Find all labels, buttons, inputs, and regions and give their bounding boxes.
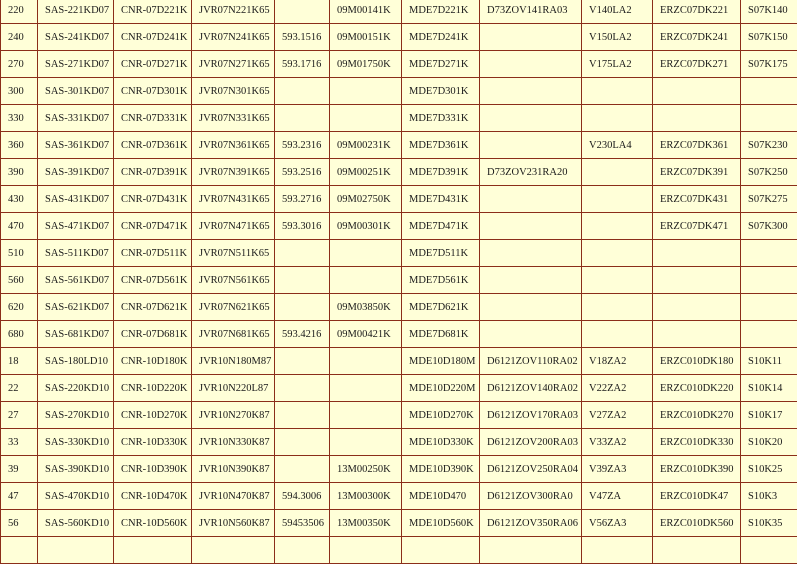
cell-v-part: V27ZA2 (582, 402, 653, 429)
cell-sas-part: SAS-390KD10 (38, 456, 114, 483)
cell-voltage: 360 (1, 132, 38, 159)
cell-mde-part: MDE7D221K (402, 0, 480, 24)
cell-sas-part: SAS-431KD07 (38, 186, 114, 213)
cell-erzc-part: ERZC07DK221 (653, 0, 741, 24)
table-row (1, 51, 797, 78)
cell-part-m: 13M00300K (330, 483, 402, 510)
table-row (1, 483, 797, 510)
cell-part-593: 593.2516 (275, 159, 330, 186)
cell-sas-part: SAS-681KD07 (38, 321, 114, 348)
cell-erzc-part (653, 321, 741, 348)
cell-voltage (1, 537, 38, 564)
cell-v-part: V22ZA2 (582, 375, 653, 402)
cell-voltage: 330 (1, 105, 38, 132)
cell-erzc-part (653, 267, 741, 294)
cell-voltage: 620 (1, 294, 38, 321)
cell-cnr-part: CNR-07D391K (114, 159, 192, 186)
cell-s-part (741, 294, 797, 321)
cell-zov-part: D73ZOV231RA20 (480, 159, 582, 186)
cell-v-part: V230LA4 (582, 132, 653, 159)
cell-cnr-part: CNR-07D331K (114, 105, 192, 132)
cell-zov-part (480, 213, 582, 240)
cell-zov-part: D6121ZOV200RA03 (480, 429, 582, 456)
cell-s-part: S10K3 (741, 483, 797, 510)
table-row (1, 510, 797, 537)
cell-part-593 (275, 240, 330, 267)
cell-voltage: 33 (1, 429, 38, 456)
cell-sas-part: SAS-221KD07 (38, 0, 114, 24)
cell-s-part (741, 240, 797, 267)
cell-erzc-part: ERZC010DK180 (653, 348, 741, 375)
cell-jvr-part: JVR07N221K65 (192, 0, 275, 24)
cell-mde-part (402, 537, 480, 564)
cell-part-593 (275, 402, 330, 429)
cell-voltage: 560 (1, 267, 38, 294)
cell-v-part: V33ZA2 (582, 429, 653, 456)
cell-s-part (741, 537, 797, 564)
cell-erzc-part: ERZC07DK431 (653, 186, 741, 213)
cell-erzc-part: ERZC07DK271 (653, 51, 741, 78)
cell-part-m: 13M00250K (330, 456, 402, 483)
cell-erzc-part: ERZC07DK471 (653, 213, 741, 240)
cell-part-m: 09M00141K (330, 0, 402, 24)
cell-voltage: 240 (1, 24, 38, 51)
cell-mde-part: MDE7D331K (402, 105, 480, 132)
cell-zov-part: D6121ZOV250RA04 (480, 456, 582, 483)
cell-part-593 (275, 105, 330, 132)
cell-cnr-part: CNR-10D560K (114, 510, 192, 537)
table-row (1, 0, 797, 24)
cell-jvr-part: JVR07N241K65 (192, 24, 275, 51)
cell-part-m: 09M02750K (330, 186, 402, 213)
cell-s-part: S07K300 (741, 213, 797, 240)
cell-sas-part: SAS-270KD10 (38, 402, 114, 429)
cell-cnr-part: CNR-10D220K (114, 375, 192, 402)
cell-cnr-part: CNR-07D361K (114, 132, 192, 159)
cell-part-593 (275, 348, 330, 375)
cell-erzc-part: ERZC010DK560 (653, 510, 741, 537)
table-row (1, 213, 797, 240)
cell-s-part: S07K150 (741, 24, 797, 51)
cell-s-part: S10K11 (741, 348, 797, 375)
cell-v-part (582, 321, 653, 348)
cell-jvr-part: JVR10N270K87 (192, 402, 275, 429)
cell-v-part: V39ZA3 (582, 456, 653, 483)
table-row (1, 24, 797, 51)
cell-sas-part: SAS-560KD10 (38, 510, 114, 537)
cell-s-part: S10K35 (741, 510, 797, 537)
cell-part-m (330, 78, 402, 105)
cell-voltage: 430 (1, 186, 38, 213)
cell-part-593: 593.2716 (275, 186, 330, 213)
cell-mde-part: MDE7D271K (402, 51, 480, 78)
cell-erzc-part (653, 537, 741, 564)
cell-sas-part: SAS-271KD07 (38, 51, 114, 78)
cell-jvr-part: JVR07N391K65 (192, 159, 275, 186)
cell-v-part: V47ZA (582, 483, 653, 510)
cell-mde-part: MDE7D561K (402, 267, 480, 294)
cell-cnr-part: CNR-10D330K (114, 429, 192, 456)
cell-erzc-part: ERZC07DK391 (653, 159, 741, 186)
cell-zov-part (480, 105, 582, 132)
cell-v-part: V175LA2 (582, 51, 653, 78)
cell-v-part (582, 105, 653, 132)
cell-part-593 (275, 267, 330, 294)
cell-zov-part (480, 51, 582, 78)
cell-sas-part: SAS-220KD10 (38, 375, 114, 402)
table-row (1, 537, 797, 564)
cell-s-part: S07K250 (741, 159, 797, 186)
cell-mde-part: MDE10D330K (402, 429, 480, 456)
cell-mde-part: MDE10D270K (402, 402, 480, 429)
cell-cnr-part: CNR-07D301K (114, 78, 192, 105)
cell-jvr-part: JVR10N390K87 (192, 456, 275, 483)
cell-erzc-part (653, 294, 741, 321)
cell-s-part: S10K20 (741, 429, 797, 456)
table-row (1, 348, 797, 375)
cell-mde-part: MDE10D220M (402, 375, 480, 402)
cell-s-part: S10K25 (741, 456, 797, 483)
table-row (1, 375, 797, 402)
cell-s-part: S07K140 (741, 0, 797, 24)
cell-zov-part: D6121ZOV350RA06 (480, 510, 582, 537)
cell-jvr-part: JVR07N681K65 (192, 321, 275, 348)
cell-cnr-part: CNR-07D241K (114, 24, 192, 51)
cell-v-part (582, 240, 653, 267)
cell-part-m: 13M00350K (330, 510, 402, 537)
cell-sas-part: SAS-241KD07 (38, 24, 114, 51)
cell-mde-part: MDE7D431K (402, 186, 480, 213)
cell-part-593: 593.1716 (275, 51, 330, 78)
cell-cnr-part: CNR-10D390K (114, 456, 192, 483)
cell-zov-part (480, 132, 582, 159)
cell-s-part (741, 105, 797, 132)
cell-part-593 (275, 429, 330, 456)
cell-voltage: 470 (1, 213, 38, 240)
cell-part-m (330, 240, 402, 267)
cell-part-593: 593.2316 (275, 132, 330, 159)
cell-mde-part: MDE7D241K (402, 24, 480, 51)
table-row (1, 105, 797, 132)
cell-part-m (330, 375, 402, 402)
cell-zov-part: D6121ZOV140RA02 (480, 375, 582, 402)
cell-sas-part: SAS-361KD07 (38, 132, 114, 159)
cell-erzc-part: ERZC010DK47 (653, 483, 741, 510)
cell-jvr-part: JVR07N471K65 (192, 213, 275, 240)
cell-voltage: 510 (1, 240, 38, 267)
cell-voltage: 220 (1, 0, 38, 24)
cell-part-m (330, 537, 402, 564)
cell-v-part (582, 267, 653, 294)
cell-erzc-part (653, 105, 741, 132)
cell-jvr-part: JVR07N271K65 (192, 51, 275, 78)
cell-voltage: 27 (1, 402, 38, 429)
cell-sas-part: SAS-471KD07 (38, 213, 114, 240)
cell-mde-part: MDE7D361K (402, 132, 480, 159)
cell-part-593 (275, 294, 330, 321)
cell-v-part (582, 537, 653, 564)
table-row (1, 78, 797, 105)
cell-s-part (741, 78, 797, 105)
cell-part-m: 09M00251K (330, 159, 402, 186)
cell-cnr-part: CNR-07D561K (114, 267, 192, 294)
cell-part-593: 593.4216 (275, 321, 330, 348)
table-body (1, 0, 797, 564)
cell-zov-part: D6121ZOV170RA03 (480, 402, 582, 429)
cell-mde-part: MDE7D391K (402, 159, 480, 186)
cell-erzc-part: ERZC010DK390 (653, 456, 741, 483)
cell-jvr-part: JVR07N621K65 (192, 294, 275, 321)
cell-erzc-part: ERZC07DK361 (653, 132, 741, 159)
cell-part-m: 09M01750K (330, 51, 402, 78)
cell-jvr-part (192, 537, 275, 564)
table-row (1, 402, 797, 429)
cell-part-m: 09M03850K (330, 294, 402, 321)
cell-voltage: 300 (1, 78, 38, 105)
cell-voltage: 22 (1, 375, 38, 402)
cell-cnr-part: CNR-10D270K (114, 402, 192, 429)
table-row (1, 240, 797, 267)
cell-v-part (582, 159, 653, 186)
cell-mde-part: MDE10D180M (402, 348, 480, 375)
cell-part-m: 09M00151K (330, 24, 402, 51)
cell-cnr-part: CNR-10D470K (114, 483, 192, 510)
cell-sas-part: SAS-511KD07 (38, 240, 114, 267)
cell-zov-part: D6121ZOV110RA02 (480, 348, 582, 375)
cell-sas-part: SAS-621KD07 (38, 294, 114, 321)
cell-zov-part (480, 186, 582, 213)
cell-sas-part: SAS-301KD07 (38, 78, 114, 105)
cell-voltage: 390 (1, 159, 38, 186)
table-row (1, 294, 797, 321)
cell-part-m: 09M00421K (330, 321, 402, 348)
cell-cnr-part: CNR-07D471K (114, 213, 192, 240)
cell-erzc-part (653, 240, 741, 267)
cell-jvr-part: JVR07N301K65 (192, 78, 275, 105)
cell-zov-part (480, 24, 582, 51)
cell-cnr-part: CNR-10D180K (114, 348, 192, 375)
cell-voltage: 18 (1, 348, 38, 375)
cell-sas-part (38, 537, 114, 564)
cell-jvr-part: JVR10N470K87 (192, 483, 275, 510)
cell-zov-part (480, 537, 582, 564)
cell-part-m (330, 348, 402, 375)
cell-erzc-part: ERZC010DK270 (653, 402, 741, 429)
cell-sas-part: SAS-331KD07 (38, 105, 114, 132)
cell-mde-part: MDE10D560K (402, 510, 480, 537)
cell-cnr-part: CNR-07D621K (114, 294, 192, 321)
cell-erzc-part (653, 78, 741, 105)
cell-s-part (741, 267, 797, 294)
cell-part-593: 593.3016 (275, 213, 330, 240)
cell-zov-part (480, 321, 582, 348)
cell-mde-part: MDE7D301K (402, 78, 480, 105)
cell-part-593 (275, 456, 330, 483)
cell-jvr-part: JVR10N330K87 (192, 429, 275, 456)
cell-sas-part: SAS-561KD07 (38, 267, 114, 294)
cell-s-part: S07K175 (741, 51, 797, 78)
cell-zov-part: D73ZOV141RA03 (480, 0, 582, 24)
cell-cnr-part: CNR-07D431K (114, 186, 192, 213)
cell-jvr-part: JVR10N560K87 (192, 510, 275, 537)
cell-mde-part: MDE10D390K (402, 456, 480, 483)
cell-v-part: V140LA2 (582, 0, 653, 24)
cell-cnr-part: CNR-07D681K (114, 321, 192, 348)
cell-jvr-part: JVR07N431K65 (192, 186, 275, 213)
table-row (1, 456, 797, 483)
cell-voltage: 56 (1, 510, 38, 537)
cell-jvr-part: JVR07N511K65 (192, 240, 275, 267)
cell-v-part (582, 213, 653, 240)
cell-part-m (330, 267, 402, 294)
table-row (1, 132, 797, 159)
cell-cnr-part: CNR-07D271K (114, 51, 192, 78)
cell-cnr-part: CNR-07D221K (114, 0, 192, 24)
cell-part-593: 594.3006 (275, 483, 330, 510)
cell-erzc-part: ERZC010DK330 (653, 429, 741, 456)
cell-jvr-part: JVR10N180M87 (192, 348, 275, 375)
cell-mde-part: MDE7D681K (402, 321, 480, 348)
cell-zov-part (480, 267, 582, 294)
cell-part-593 (275, 78, 330, 105)
cell-v-part (582, 78, 653, 105)
cell-v-part: V18ZA2 (582, 348, 653, 375)
cell-part-m: 09M00231K (330, 132, 402, 159)
cell-part-m: 09M00301K (330, 213, 402, 240)
cell-mde-part: MDE10D470 (402, 483, 480, 510)
cell-part-593: 593.1516 (275, 24, 330, 51)
cell-sas-part: SAS-330KD10 (38, 429, 114, 456)
cell-v-part: V56ZA3 (582, 510, 653, 537)
cell-jvr-part: JVR07N561K65 (192, 267, 275, 294)
cell-s-part: S07K275 (741, 186, 797, 213)
cell-part-593 (275, 537, 330, 564)
table-row (1, 186, 797, 213)
cell-erzc-part: ERZC07DK241 (653, 24, 741, 51)
cell-mde-part: MDE7D621K (402, 294, 480, 321)
table-row (1, 159, 797, 186)
cell-s-part (741, 321, 797, 348)
cell-zov-part (480, 240, 582, 267)
cell-part-m (330, 429, 402, 456)
cell-mde-part: MDE7D511K (402, 240, 480, 267)
cell-sas-part: SAS-391KD07 (38, 159, 114, 186)
table-row (1, 429, 797, 456)
cell-voltage: 47 (1, 483, 38, 510)
cell-part-593 (275, 375, 330, 402)
cell-part-m (330, 105, 402, 132)
cell-v-part (582, 186, 653, 213)
cell-s-part: S10K14 (741, 375, 797, 402)
cell-sas-part: SAS-180LD10 (38, 348, 114, 375)
cell-cnr-part: CNR-07D511K (114, 240, 192, 267)
table-row (1, 321, 797, 348)
cell-jvr-part: JVR07N331K65 (192, 105, 275, 132)
cell-part-m (330, 402, 402, 429)
cell-zov-part: D6121ZOV300RA0 (480, 483, 582, 510)
cell-v-part: V150LA2 (582, 24, 653, 51)
cell-jvr-part: JVR07N361K65 (192, 132, 275, 159)
cell-voltage: 680 (1, 321, 38, 348)
cell-sas-part: SAS-470KD10 (38, 483, 114, 510)
cell-voltage: 39 (1, 456, 38, 483)
cell-jvr-part: JVR10N220L87 (192, 375, 275, 402)
cell-zov-part (480, 294, 582, 321)
cell-voltage: 270 (1, 51, 38, 78)
cell-part-593 (275, 0, 330, 24)
cell-s-part: S10K17 (741, 402, 797, 429)
cell-zov-part (480, 78, 582, 105)
cell-v-part (582, 294, 653, 321)
cell-s-part: S07K230 (741, 132, 797, 159)
cell-cnr-part (114, 537, 192, 564)
cell-part-593: 59453506 (275, 510, 330, 537)
cell-erzc-part: ERZC010DK220 (653, 375, 741, 402)
table-row (1, 267, 797, 294)
cell-mde-part: MDE7D471K (402, 213, 480, 240)
